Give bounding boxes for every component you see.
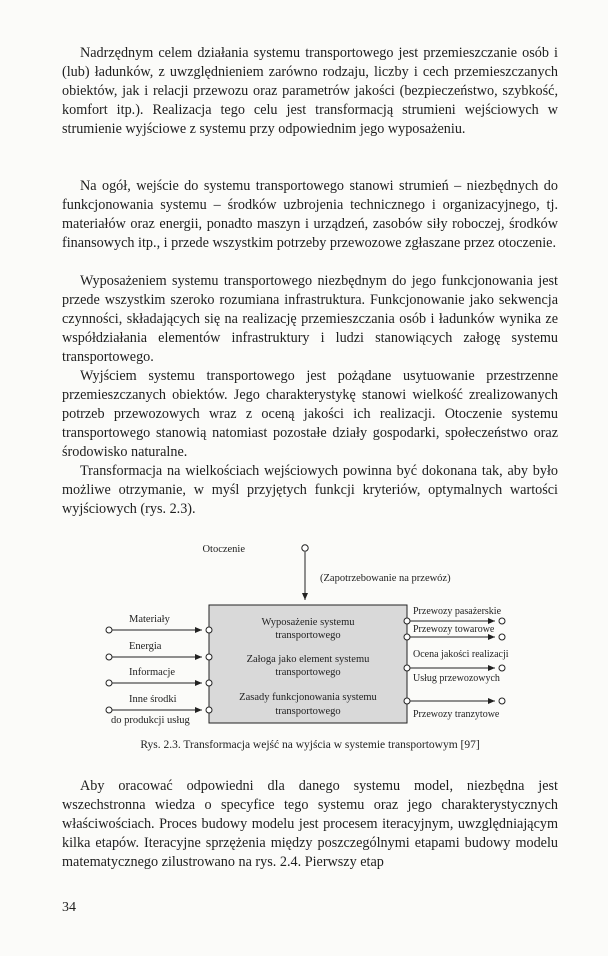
transport-system-diagram <box>104 536 544 736</box>
system-line-1: Wyposażenie systemu <box>261 617 355 628</box>
output-label-quality-2: Usług przewozowych <box>413 673 500 684</box>
system-line-3: Załoga jako element systemu <box>246 654 370 665</box>
system-line-2: transportowego <box>275 630 341 641</box>
environment-node <box>302 545 308 551</box>
demand-label: (Zapotrzebowanie na przewóz) <box>320 573 451 584</box>
paragraph-1: Nadrzędnym celem działania systemu transportowego jest przemieszczanie osób i (lub) ładunków, z uwzględnieniem zarówno rodzaju, liczby i cech przemieszczanych obiektów, jak i relacji przewozu oraz parametrów jakości (bezpieczeństwo, szybkość, komfort itp.). Realizacja tego celu jest transformacją strumieni wejściowych w strumienie wyjściowe z systemu przy odpowiednim jego wyposażeniu. <box>62 45 558 137</box>
input-label-energy: Energia <box>129 641 162 652</box>
input-label-other-means: Inne środki <box>129 694 177 705</box>
paragraph-2: Na ogół, wejście do systemu transportowego stanowi strumień – niezbędnych do funkcjonowania systemu – środków uzbrojenia technicznego i organizacyjnego, tj. materiałów oraz energii, ponadto maszyn i urządzeń, zasobów siły roboczej, środków finansowych itp., i przede wszystkim potrzeby przewozowe zgłaszane przez otoczenie. <box>62 178 558 251</box>
page-number: 34 <box>62 900 76 915</box>
environment-label: Otoczenie <box>202 544 245 555</box>
paragraph-5: Transformacja na wielkościach wejściowych powinna być dokonana tak, aby było możliwe otrzymanie, w myśl przyjętych funkcji kryteriów, optymalnych wartości wyjściowych (rys. 2.3). <box>62 463 558 517</box>
output-label-passenger: Przewozy pasażerskie <box>413 606 502 617</box>
output-label-quality-1: Ocena jakości realizacji <box>413 649 509 660</box>
paragraph-3: Wyposażeniem systemu transportowego niezbędnym do jego funkcjonowania jest przede wszystkim szeroko rozumiana infrastruktura. Funkcjonowanie jako sekwencja czynności, składających się na realizację przemieszczania osób i ładunków wynika ze współdziałania elementów infrastruktury i ludzi stanowiących załogę systemu transportowego. <box>62 273 558 365</box>
paragraph-6: Aby oracować odpowiedni dla danego systemu model, niezbędna jest wszechstronna wiedza o specyfice tego systemu oraz jego charakterystycznych właściwościach. Proces budowy modelu jest procesem iteracyjnym, uwzględniającym kilka etapów. Iteracyjne sprzężenia między poszczególnymi etapami budowy modelu matematycznego zilustrowano na rys. 2.4. Pierwszy etap <box>62 778 558 870</box>
system-line-5: Zasady funkcjonowania systemu <box>239 692 377 703</box>
figure-caption: Rys. 2.3. Transformacja wejść na wyjścia w systemie transportowym [97] <box>140 739 480 751</box>
input-label-information: Informacje <box>129 667 176 678</box>
system-line-6: transportowego <box>275 706 341 717</box>
input-label-materials: Materiały <box>129 614 170 625</box>
system-line-4: transportowego <box>275 667 341 678</box>
paragraph-4: Wyjściem systemu transportowego jest pożądane usytuowanie przestrzenne przemieszczanych obiektów. Jego charakterystykę stanowi wielkość zrealizowanych potrzeb przewozowych wraz z oceną jakości ich realizacji. Otoczenie systemu transportowego stanowią natomiast pozostałe działy gospodarki, społeczeństwo oraz środowisko naturalne. <box>62 368 558 460</box>
output-label-transit: Przewozy tranzytowe <box>413 709 500 720</box>
input-label-for-services: do produkcji usług <box>111 715 190 726</box>
output-label-freight: Przewozy towarowe <box>413 624 495 635</box>
